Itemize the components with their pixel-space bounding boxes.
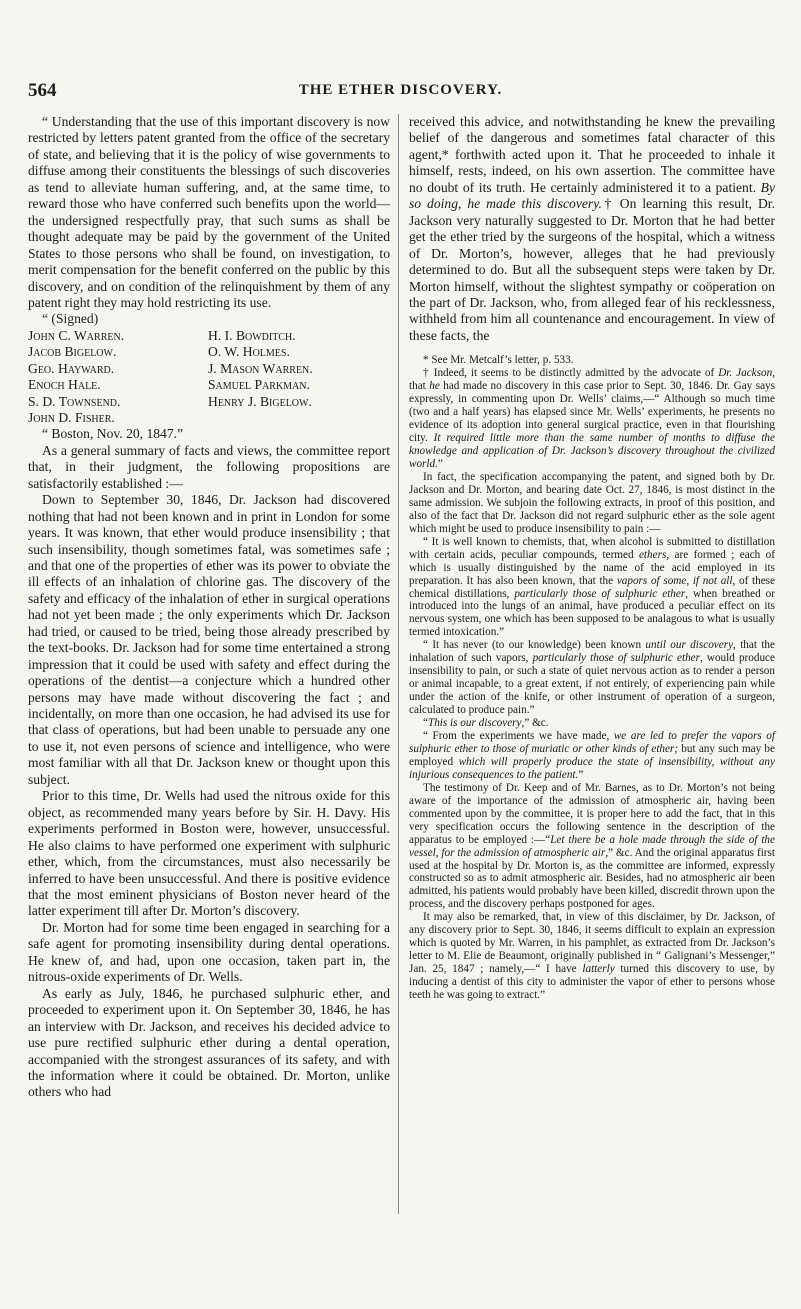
signatory: Samuel Parkman. — [208, 377, 310, 393]
footnote-paragraph: It may also be remarked, that, in view of this disclaimer, by Dr. Jackson, of any discovery prior to Sept. 30, 1846, it seems difficult to explain an expression which is quoted by Mr. Warren, in his pamphlet, as extracted from Dr. Jackson’s letter to M. Elie de Beaumont, originally published in “ Galignani’s Messenger,” Jan. 25, 1847 ; namely,—“ I have latterly turned this discovery to use, by inducing a dentist of this city to administer the vapor of ether to persons whose teeth he was going to extract.” — [409, 911, 775, 1002]
body-paragraph: Down to September 30, 1846, Dr. Jackson had discovered nothing that had not been known and in print in London for some years. It was known, that ether would produce insensibility ; that such insensibility, though sometimes fatal, was sometimes safe ; and that one of the properties of ether was its power to obviate the ill effects of an inhalation of chlorine gas. The discovery of the safety and efficacy of the inhalation of ether in surgical operations had not yet been made ; the only experiments which Dr. Jackson had tried, or caused to be tried, being those already prescribed by the text-books. Dr. Jackson had for some time entertained a strong impression that it could be used with safety and effect during the operations of the dentist—a conjecture which a hundred other persons may have made without discovering the fact ; and incidentally, on more than one occasion, he had advised its use for that class of operations, but had been unable to persuade any one to use it, not even persons of science and intelligence, who were most familiar with all that Dr. Jackson knew or thought upon this subject. — [28, 492, 390, 787]
signatory: S. D. Townsend. — [28, 393, 121, 409]
right-column — [409, 114, 775, 1002]
signed-label: “ (Signed) — [42, 311, 99, 327]
signatory: Geo. Hayward. — [28, 360, 115, 376]
column-divider — [398, 114, 399, 1214]
footnote-paragraph: In fact, the specification accompanying the patent, and signed both by Dr. Jackson and Dr. Morton, and bearing date Oct. 27, 1846, is most distinct in the same admission. We subjoin the following extracts, in proof of this position, and also of the fact that Dr. Jackson did not regard sulphuric ether as the sole agent which might be used to produce insensibility to pain :— — [409, 470, 775, 535]
footnotes — [409, 354, 775, 1002]
signatory: John D. Fisher. — [28, 409, 115, 425]
page-number: 564 — [28, 80, 57, 101]
petition-paragraph: “ Understanding that the use of this important discovery is now restricted by letters patent granted from the office of the secretary of state, and believing that it is the policy of wise governments to diffuse among their constituents the blessings of such discoveries as tend to alleviate human suffering, and, at the same time, to reward those who have conferred such benefits upon the world—the undersigned respectfully pray, that such sums as shall be thought adequate may be paid by the government of the United States to those persons who shall be found, on investigation, to merit compensation for the benefit conferred on the public by this discovery, and on condition of the relinquishment by them of any patent right they may hold restricting its use. — [28, 114, 390, 310]
footnote: * See Mr. Metcalf’s letter, p. 533. — [423, 354, 574, 367]
footnote-quote: “This is our discovery,” &c. — [423, 717, 549, 730]
signatory: John C. Warren. — [28, 327, 125, 343]
body-paragraph: Prior to this time, Dr. Wells had used the nitrous oxide for this object, as recommended many years before by Sir. H. Davy. His experiments performed in Boston were, however, unsuccessful. He also claims to have performed one experiment with sulphuric ether, which, from the circumstances, must also necessarily be inferred to have been unsuccessful. And there is positive evidence that the most eminent physicians of Boston never heard of the latter experiment till after Dr. Morton’s discovery. — [28, 788, 390, 919]
signatory: Jacob Bigelow. — [28, 344, 117, 360]
signatory: Enoch Hale. — [28, 377, 101, 393]
footnote-quote: “ It is well known to chemists, that, when alcohol is submitted to distillation with certain acids, peculiar compounds, termed ethers, are formed ; each of which is usually distinguished by the name of the acid employed in its preparation. It has also been known, that the vapors of some, if not all, of these chemical distillations, particularly those of sulphuric ether, when breathed or introduced into the lungs of an animal, have produced a peculiar effect on its nervous system, one which has been supposed to be analagous to what is usually termed intoxication.” — [409, 535, 775, 639]
footnote-quote: “ It has never (to our knowledge) been known until our discovery, that the inhalation of such vapors, particularly those of sulphuric ether, would produce insensibility to pain, or such a state of quiet nervous action as to render a person or animal incapable, to a great extent, if not entirely, of experiencing pain while under the action of the knife, or other instrument of operation of a surgeon, calculated to produce pain.” — [409, 639, 775, 717]
place-date: “ Boston, Nov. 20, 1847.” — [42, 426, 184, 442]
footnote: † Indeed, it seems to be distinctly admitted by the advocate of Dr. Jackson, that he had made no discovery in this case prior to Sept. 30, 1846. Dr. Gay says expressly, in commenting upon Dr. Wells’ claims,—“ Although so much time (two and a half years) has elapsed since Mr. Wells’ experiments, he presents no evidence of its adoption into general surgical practice, even in that flourishing city. It required little more than the same number of months to diffuse the knowledge and application of Dr. Jackson’s discovery throughout the civilized world.” — [409, 367, 775, 470]
running-title: THE ETHER DISCOVERY. — [298, 82, 503, 98]
left-column — [28, 114, 390, 1101]
signatory: O. W. Holmes. — [208, 344, 290, 360]
footnote-paragraph: The testimony of Dr. Keep and of Mr. Barnes, as to Dr. Morton’s not being aware of the importance of the admission of atmospheric air, having been commented upon by the committee, it is proper here to add the fact, that in this very specification occurs the following sentence in the description of the apparatus to be employed :—“Let there be a hole made through the side of the vessel, for the admission of atmospheric air,” &c. And the original apparatus first used at the hospital by Dr. Morton is, as the committee are informed, expressly constructed so as to admit atmospheric air. Besides, had no atmospheric air been admitted, his patients would probably have been killed, discredit thrown upon the process, and the discovery perhaps postponed for ages. — [409, 781, 775, 911]
signatories-list — [28, 328, 390, 426]
signatory: Henry J. Bigelow. — [208, 393, 312, 409]
body-paragraph: Dr. Morton had for some time been engaged in searching for a safe agent for promoting insensibility during dental operations. He knew of, and had, upon one occasion, taken part in, the nitrous-oxide experiments of Dr. Wells. — [28, 919, 390, 985]
signatory — [208, 410, 390, 426]
page-header — [28, 80, 773, 104]
body-paragraph: As early as July, 1846, he purchased sulphuric ether, and proceeded to experiment upon it. On September 30, 1846, he has an interview with Dr. Jackson, and receives his decided advice to use pure rectified sulphuric ether during a dental operation, accompanied with the strongest assurances of its safety, and with the information where it could be obtained. Dr. Morton, unlike others who had — [28, 985, 390, 1100]
signatory: J. Mason Warren. — [208, 360, 313, 376]
signatory: H. I. Bowditch. — [208, 327, 296, 343]
footnote-quote: “ From the experiments we have made, we are led to prefer the vapors of sulphuric ether to those of muriatic or other kinds of ether; but any such may be employed which will properly produce the state of insensibility, without any injurious consequences to the patient.” — [409, 729, 775, 781]
summary-paragraph: As a general summary of facts and views, the committee report that, in their judgment, the following propositions are satisfactorily established :— — [28, 442, 390, 491]
body-paragraph: received this advice, and notwithstanding he knew the prevailing belief of the dangerous and sometimes fatal character of this agent,* forthwith acted upon it. That he proceeded to inhale it himself, rests, indeed, on his own assertion. The committee have no doubt of its truth. He certainly administered it to a patient. By so doing, he made this discovery.† On learning this result, Dr. Jackson very naturally suggested to Dr. Morton that he had better get the ether tried by the surgeons of the hospital, which a witness of Dr. Morton’s, however, alleges that he had previously determined to do. But all the subsequent steps were taken by Dr. Morton himself, without the slightest sympathy or coöperation on the part of Dr. Jackson, who, from alleged fear of his recklessness, withheld from him all countenance and encouragement. In view of these facts, the — [409, 114, 775, 343]
